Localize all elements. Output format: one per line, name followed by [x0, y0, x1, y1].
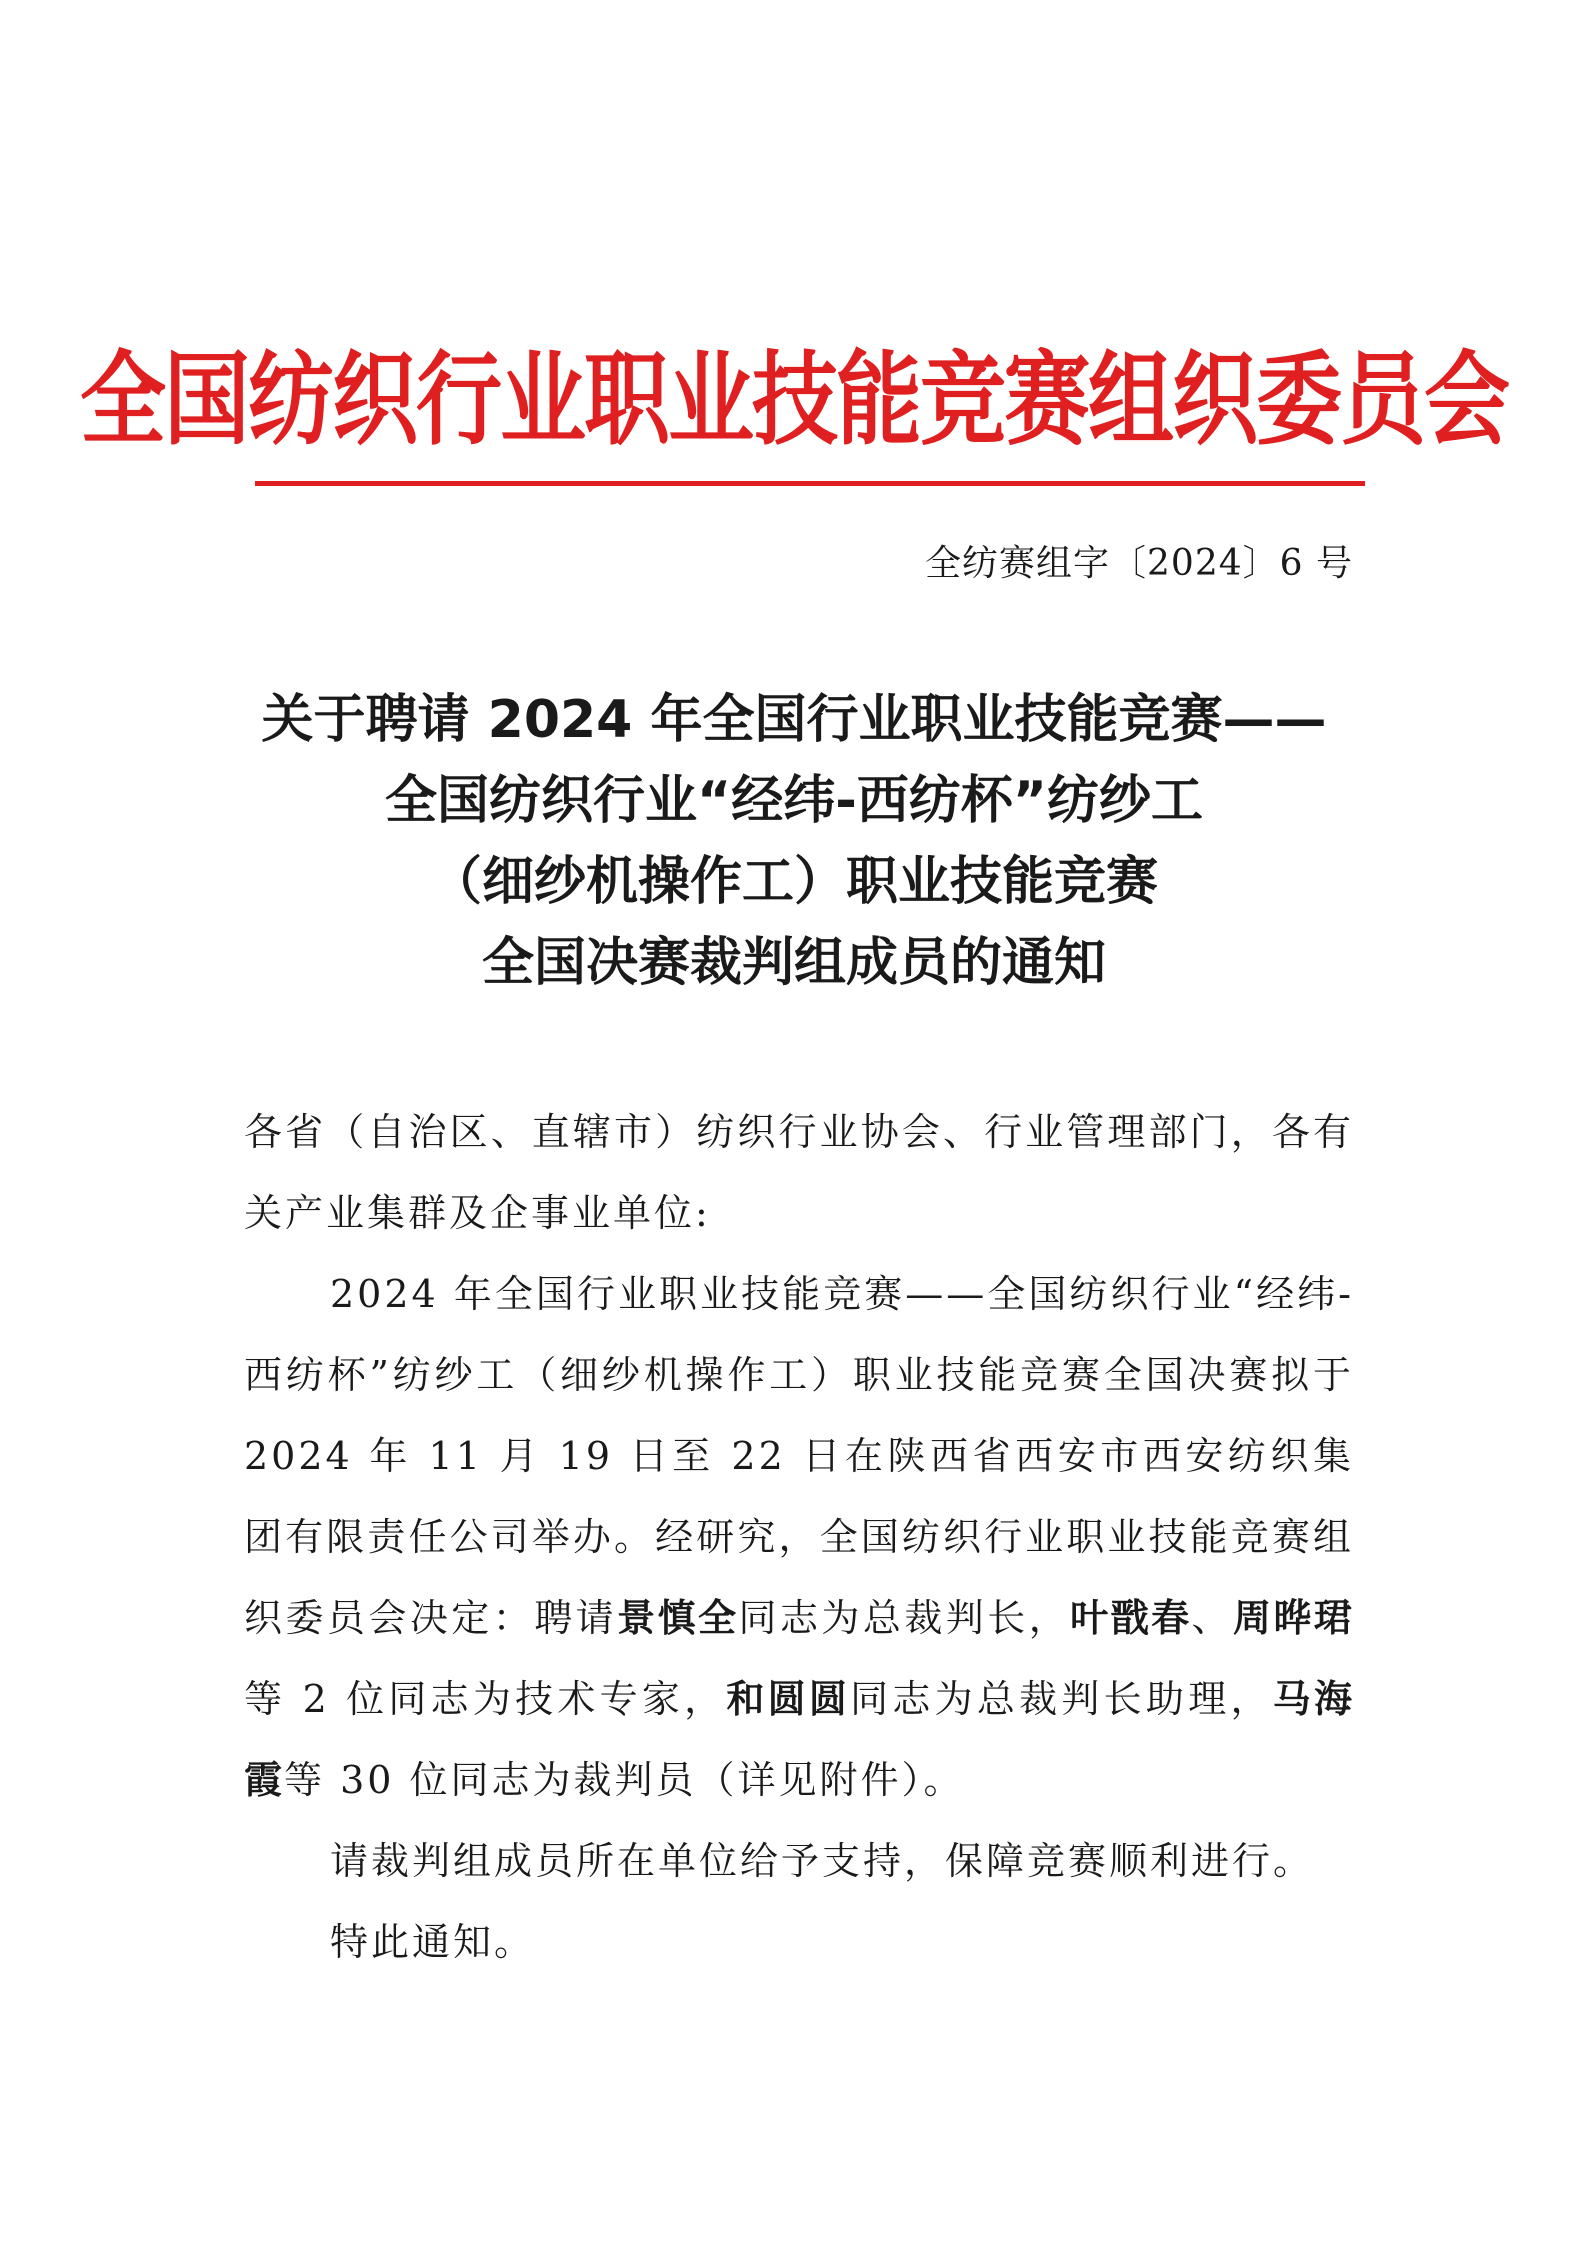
paragraph-text: 、 — [1191, 1596, 1234, 1640]
name-expert: 叶戬春 — [1070, 1596, 1192, 1640]
salutation: 各省（自治区、直辖市）纺织行业协会、行业管理部门，各有关产业集群及企事业单位: — [244, 1110, 1354, 1235]
paragraph-text: 等 2 位同志为技术专家， — [244, 1677, 727, 1721]
paragraph-text: 2024 年全国行业职业技能竞赛——全国纺织行业“经纬-西纺杯”纺纱工（细纱机操作工）职业技能竞赛全国决赛拟于 2024 年 11 月 19 日至 22 日在陕西省西安市西安纺织集团有限责任公司举办。经研究，全国纺织行业职业技能竞赛组织委员会决定：聘请 — [244, 1272, 1354, 1640]
name-assistant: 和圆圆 — [726, 1677, 851, 1721]
title-line-1: 关于聘请 2024 年全国行业职业技能竞赛—— — [261, 690, 1327, 750]
title-line-4: 全国决赛裁判组成员的通知 — [481, 933, 1106, 993]
name-referee: 马海霞 — [244, 1677, 1354, 1802]
name-expert: 周晔珺 — [1233, 1596, 1354, 1640]
paragraph-closing: 特此通知。 — [330, 1920, 536, 1964]
paragraph-support: 请裁判组成员所在单位给予支持，保障竞赛顺利进行。 — [330, 1839, 1315, 1883]
notice-title — [160, 680, 1428, 1004]
paragraph-main — [244, 1254, 1354, 1821]
red-divider — [255, 481, 1365, 486]
paragraph-text: 同志为总裁判长助理， — [850, 1677, 1273, 1721]
title-line-3: （细纱机操作工）职业技能竞赛 — [429, 852, 1158, 912]
org-letterhead: 全国纺织行业职业技能竞赛组织委员会 — [80, 341, 1508, 460]
paragraph-text: 等 30 位同志为裁判员（详见附件）。 — [284, 1758, 965, 1802]
paragraph-text: 同志为总裁判长， — [738, 1596, 1071, 1640]
notice-body — [244, 1092, 1354, 1983]
title-line-2: 全国纺织行业“经纬-西纺杯”纺纱工 — [385, 771, 1203, 831]
document-number: 全纺赛组字〔2024〕6 号 — [925, 543, 1353, 584]
name-chief-referee: 景慎全 — [617, 1596, 739, 1640]
